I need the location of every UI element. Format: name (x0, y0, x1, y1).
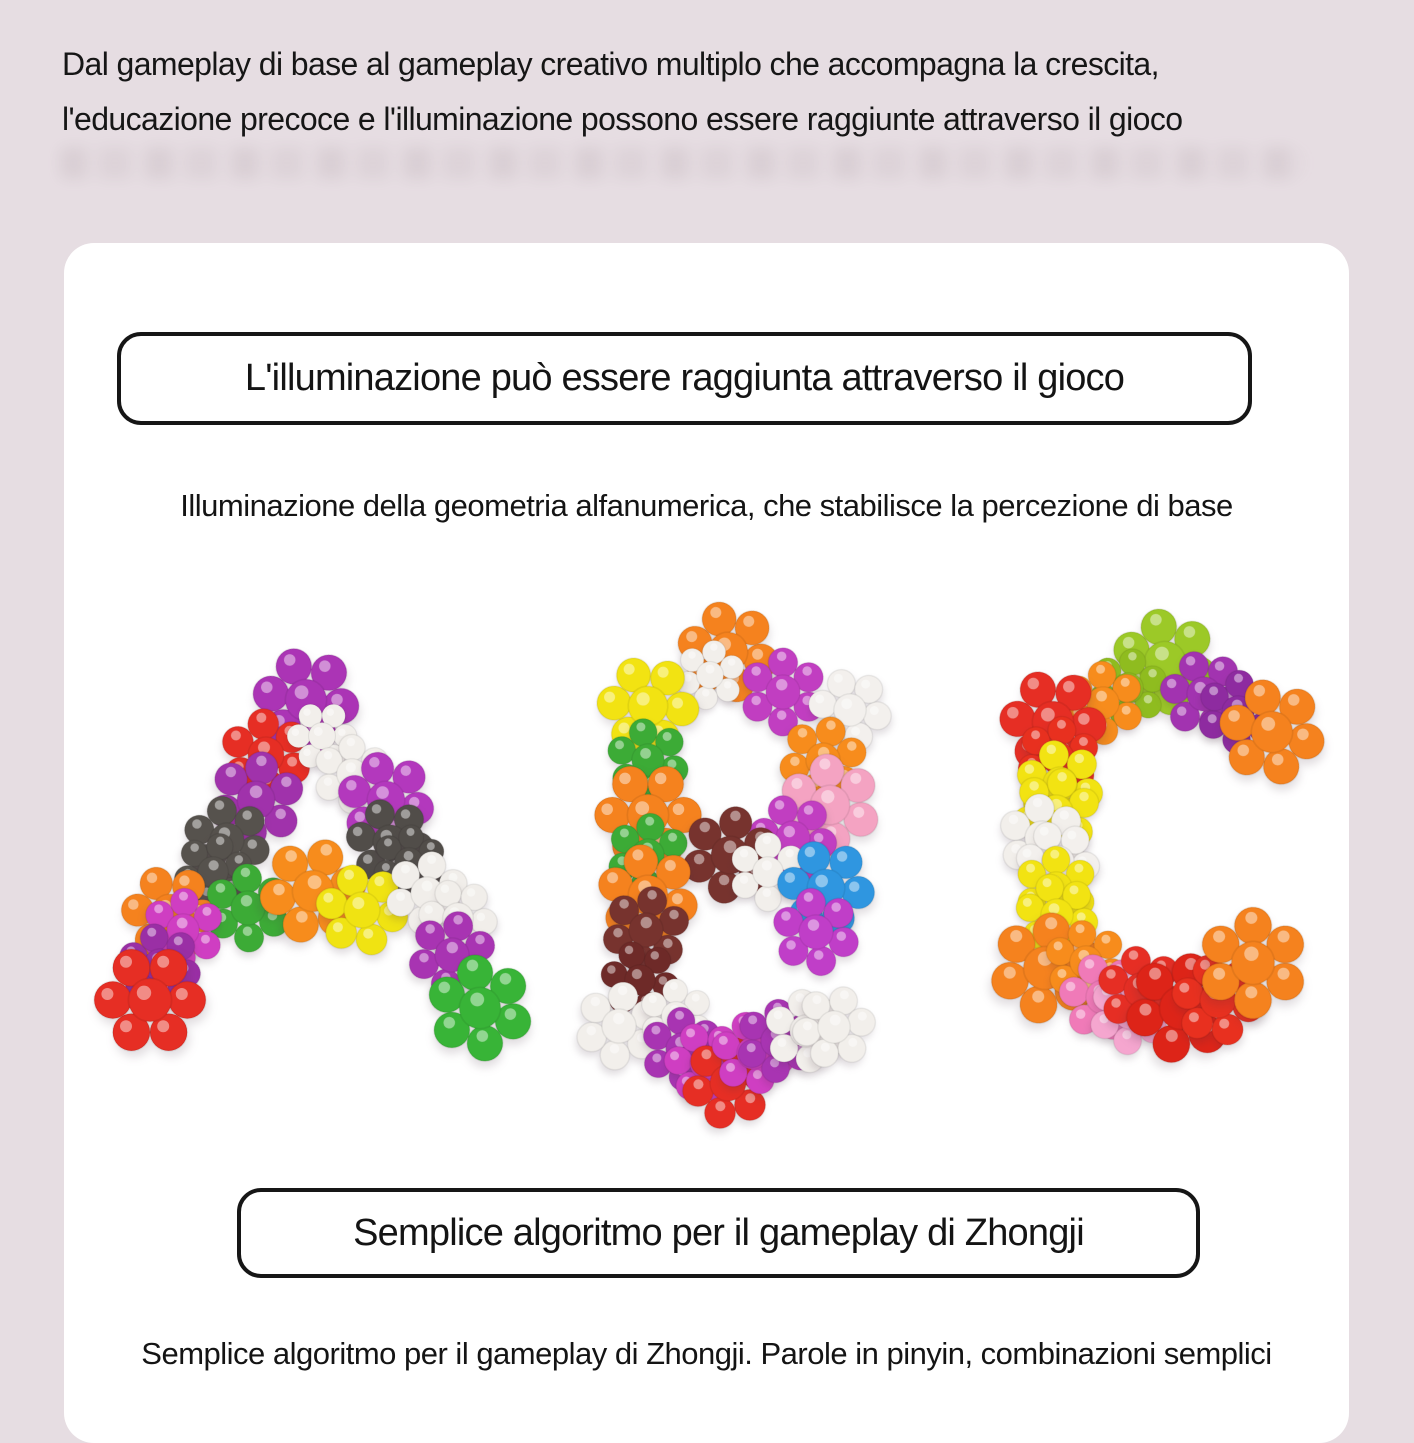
callout-box-algorithm (237, 1188, 1200, 1278)
abc-blocks-illustration (64, 600, 1349, 1180)
intro-text-line-1: Dal gameplay di base al gameplay creativo multiplo che accompagna la crescita, (62, 46, 1159, 82)
caption-alphanumeric-geometry: Illuminazione della geometria alfanumerica, che stabilisce la percezione di base (180, 488, 1233, 523)
callout-box-enlightenment (117, 332, 1252, 425)
faded-text-artifact (60, 147, 1305, 179)
callout-box-enlightenment-label: L'illuminazione può essere raggiunta attraverso il gioco (244, 357, 1125, 399)
intro-text-line-2: l'educazione precoce e l'illuminazione possono essere raggiunte attraverso il gioco (62, 101, 1183, 137)
callout-box-algorithm-label: Semplice algoritmo per il gameplay di Zhongji (353, 1211, 1084, 1254)
product-card (64, 243, 1349, 1443)
caption-pinyin-combinations: Semplice algoritmo per il gameplay di Zhongji. Parole in pinyin, combinazioni semplici (141, 1336, 1272, 1371)
